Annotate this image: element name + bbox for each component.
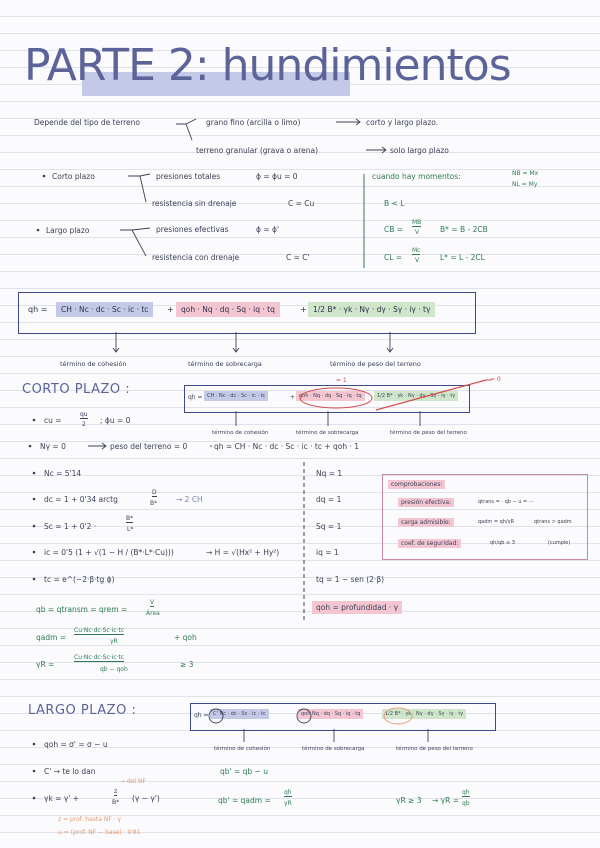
largo-label-sob: término de sobrecarga	[302, 746, 365, 752]
largo-qb2-den: γR	[284, 800, 292, 807]
momentos-cl-den: V	[415, 257, 420, 264]
label-sobrecarga: término de sobrecarga	[188, 360, 262, 368]
largo-c: C' → te lo dan	[44, 767, 96, 776]
largo-plazo-label: Largo plazo	[46, 226, 90, 235]
corto-sc-den: L*	[127, 526, 134, 533]
corto-sq: Sq = 1	[316, 522, 342, 531]
corto-label-coh: término de cohesión	[212, 430, 269, 436]
corto-qb: qb = qtransm = qrem =	[36, 605, 128, 614]
main-eq-plus2: +	[300, 305, 307, 314]
corto-dc: dc = 1 + 0'34 arctg	[44, 495, 118, 504]
largo-gr-den: qb	[462, 800, 470, 807]
corto-sc-num: B*	[126, 515, 134, 522]
corto-zero-sob: = 1	[336, 377, 347, 384]
largo-gr-num: qh	[462, 789, 470, 796]
comprob-row1-label: presión efectiva:	[398, 498, 454, 507]
corto-qadm-lhs: qadm =	[36, 633, 67, 642]
comprob-row3-formula: qh/qb ≥ 3	[490, 540, 515, 546]
largo-qb2-lhs: qb' = qadm =	[218, 796, 271, 805]
corto-qadm-den: γR	[110, 638, 118, 645]
largo-qb: qb' = qb − u	[220, 767, 268, 776]
largo-mini-c: C'	[213, 711, 218, 717]
corto-tc: tc = e^(−2·β·tg ϕ)	[44, 575, 115, 584]
corto-tq: tq = 1 − sen (2·β)	[316, 575, 385, 584]
momentos-cl-lhs: CL =	[384, 253, 403, 262]
corto-ngamma: Nγ = 0	[40, 442, 66, 451]
momentos-cb-den: V	[415, 229, 420, 236]
largo-c: C = C'	[286, 253, 310, 262]
corto-mini-qh: qh =	[188, 394, 203, 401]
main-eq-qh: qh =	[28, 305, 48, 314]
corto-phiu: ; ϕu = 0	[100, 416, 131, 425]
largo-gk-num: z	[114, 788, 118, 795]
largo-mini-sob: Nq · dq · Sq · iq · tq	[312, 711, 361, 717]
corto-presiones: presiones totales	[156, 172, 221, 181]
largo-gr-rhs: → γR =	[432, 796, 459, 805]
largo-mini-qh: qh =	[194, 712, 209, 719]
momentos-nl: NL = My	[512, 181, 538, 188]
corto-phi: ϕ = ϕu = 0	[256, 172, 298, 181]
corto-qadm-num: Cu·Nc·dc·Sc·ic·tc	[74, 627, 125, 634]
page-title: PARTE 2: hundimientos	[24, 40, 511, 91]
corto-resistencia: resistencia sin drenaje	[152, 199, 237, 208]
corto-dq: dq = 1	[316, 495, 342, 504]
intro-granular: terreno granular (grava o arena)	[196, 146, 319, 155]
comprob-row3-note: (cumple)	[548, 540, 571, 546]
corto-qb-num: V	[150, 599, 155, 606]
corto-gr-lhs: γR =	[36, 660, 55, 669]
corto-cu: cu =	[44, 416, 62, 425]
corto-ic: ic = 0'5 (1 + √(1 − H / (B*·L*·Cu)))	[44, 548, 174, 557]
largo-mini-coh: Nc · dc · Sc · ic · tc	[219, 711, 266, 717]
corto-peso-nulo: peso del terreno = 0	[110, 442, 188, 451]
corto-nc: Nc = 5'14	[44, 469, 82, 478]
corto-gr-rhs: ≥ 3	[180, 660, 194, 669]
momentos-nb: NB = Mx	[512, 170, 539, 177]
corto-c: C = Cu	[288, 199, 315, 208]
momentos-cl-num: Mc	[412, 247, 421, 254]
largo-plazo-heading: LARGO PLAZO :	[28, 703, 137, 718]
corto-mini-plus: +	[290, 394, 296, 401]
largo-qb2-num: qh	[284, 789, 292, 796]
largo-gr-lhs: γR ≥ 3	[396, 796, 422, 805]
largo-label-peso: término de peso del terreno	[396, 746, 473, 752]
largo-gk-lhs: γk = γ' +	[44, 794, 80, 803]
corto-cu-den: 2	[82, 421, 86, 428]
corto-qb-den: Área	[146, 610, 160, 617]
largo-presiones: presiones efectivas	[156, 225, 229, 234]
comprob-row2-note: qtrans > qadm	[534, 519, 572, 525]
corto-plazo-label: Corto plazo	[52, 172, 95, 181]
momentos-title: cuando hay momentos:	[372, 172, 461, 181]
momentos-cl-rhs: L* = L - 2CL	[440, 253, 485, 262]
largo-mini-qoh: qoh	[301, 711, 311, 717]
main-eq-plus1: +	[167, 305, 174, 314]
comprob-row2-label: carga admisible:	[398, 518, 454, 527]
corto-gr-den: qb − qoh	[100, 666, 128, 673]
corto-sc: Sc = 1 + 0'2 ·	[44, 522, 97, 531]
intro-grano-fino: grano fino (arcilla o limo)	[206, 118, 301, 127]
corto-qadm-rhs: + qoh	[174, 633, 197, 642]
comprob-row1-formula: qtrans = · qb − u = ···	[478, 499, 534, 505]
corto-cu-num: qu	[80, 411, 88, 418]
largo-resistencia: resistencia con drenaje	[152, 253, 240, 262]
corto-gr-num: Cu·Nc·dc·Sc·ic·tc	[74, 654, 125, 661]
comprobaciones-title: comprobaciones:	[388, 480, 445, 489]
corto-qh-red: qh = CH · Nc · dc · Sc · ic · tc + qoh · 1	[214, 442, 360, 451]
momentos-cb-lhs: CB =	[384, 225, 404, 234]
largo-gk-note: → del NF	[120, 778, 146, 785]
intro-corto-largo: corto y largo plazo.	[366, 118, 439, 127]
comprob-row2-formula: qadm = qh/γR	[478, 519, 515, 525]
corto-label-peso: término de peso del terreno	[390, 430, 467, 436]
corto-mini-coh: CH · Nc · dc · Sc · ic · tc	[204, 391, 268, 401]
main-eq-cohesion: CH · Nc · dc · Sc · ic · tc	[56, 302, 153, 317]
intro-depende: Depende del tipo de terreno	[34, 118, 141, 127]
largo-gk-rhs: (γ − γ')	[132, 794, 160, 803]
largo-qoh: qoh = σ' = σ − u	[44, 740, 108, 749]
corto-h: → H = √(Hx² + Hy²)	[206, 548, 280, 557]
momentos-cb-rhs: B* = B - 2CB	[440, 225, 488, 234]
corto-nq: Nq = 1	[316, 469, 343, 478]
largo-foot1: z = prof. hasta NF · γ	[58, 816, 122, 823]
corto-dc-note: → 2 CH	[176, 495, 203, 504]
comprob-row3-label: coef. de seguridad:	[398, 539, 461, 548]
corto-plazo-heading: CORTO PLAZO :	[22, 382, 131, 397]
momentos-bl: B < L	[384, 199, 405, 208]
main-eq-peso: 1/2 B* · γk · Nγ · dγ · Sγ · iγ · tγ	[308, 302, 435, 317]
corto-mini-sob: qoh · Nq · dq · Sq · iq · tq	[296, 391, 365, 401]
largo-phi: ϕ = ϕ'	[256, 225, 280, 234]
corto-zero-peso: = 0	[490, 376, 501, 383]
main-eq-sobrecarga: qoh · Nq · dq · Sq · iq · tq	[176, 302, 280, 317]
largo-mini-peso: 1/2 B* · γk · Nγ · dγ · Sγ · iγ · tγ	[382, 709, 466, 719]
label-cohesion: término de cohesión	[60, 360, 127, 368]
corto-qoh: qoh = profundidad · γ	[312, 601, 402, 614]
corto-label-sob: término de sobrecarga	[296, 430, 359, 436]
intro-solo-largo: solo largo plazo	[390, 146, 449, 155]
corto-iq: iq = 1	[316, 548, 339, 557]
corto-dc-den: B*	[150, 500, 158, 507]
momentos-cb-num: MB	[412, 219, 422, 226]
largo-gk-den: B*	[112, 799, 120, 806]
largo-foot2: u = (prof. NF − base) · 9'81	[58, 829, 141, 836]
corto-mini-peso: 1/2 B* · γk · Nγ · dγ · Sγ · iγ · tγ	[374, 391, 458, 401]
largo-label-coh: término de cohesión	[214, 746, 271, 752]
label-peso: término de peso del terreno	[330, 360, 421, 368]
corto-dc-num: D	[152, 489, 157, 496]
